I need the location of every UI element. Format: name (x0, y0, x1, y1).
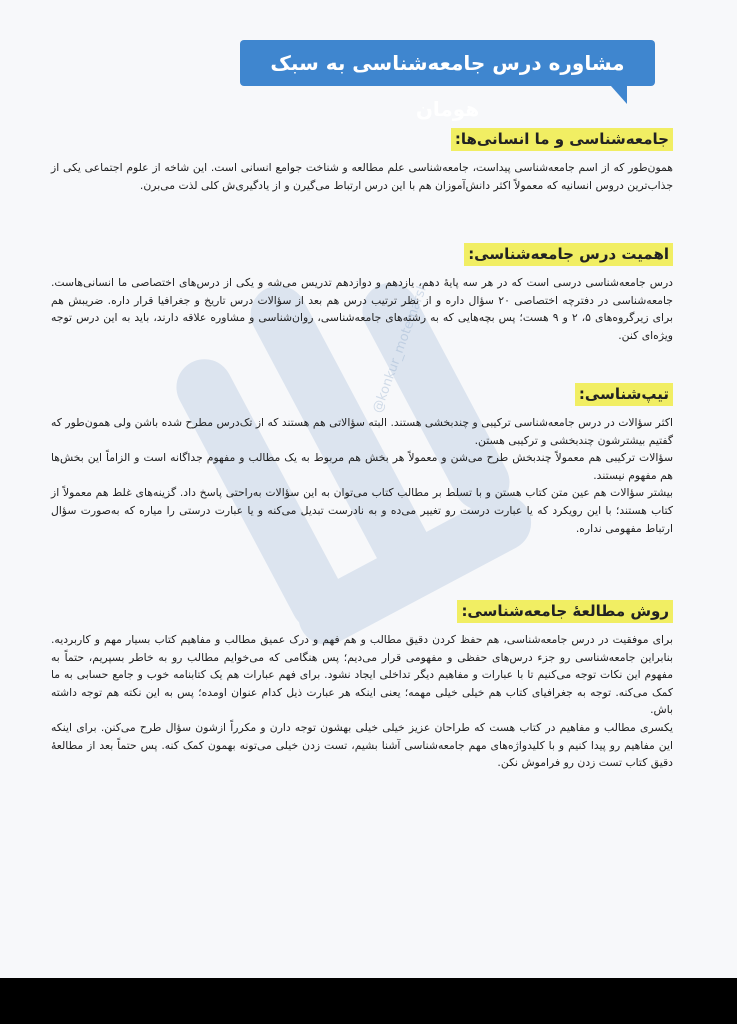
section-paragraph: برای موفقیت در درس جامعه‌شناسی، هم حفظ کردن دقیق مطالب و هم فهم و درک عمیق مطالب و مفاهیم کتاب بسیار مهم و کاربردیه. بنابراین جامعه‌شناسی رو جزء درس‌های حفظی و مفهومی قرار می‌دیم؛ پس هنگامی که می‌خوایم مطالب رو به خاطر بسپریم، حتماً به مفهوم این نکات توجه می‌کنیم تا با عبارات و مفاهیم دیگر تداخلی ایجاد نشود. برای فهم عبارات هم یک کتابنامه خوب و جامع حسابی به ما کمک می‌کنه. توجه به جغرافیای کتاب هم خیلی خیلی مهمه؛ یعنی اینکه هر عبارت ذیل کدام عنوان اومده؛ پس به این نکته هم توجه داشته باش. یکسری مطالب و مفاهیم در کتاب هست که طراحان عزیز خیلی خیلی بهشون توجه دارن و مکرراً ازشون سؤال طرح می‌کنن. برای اینکه این مفاهیم رو پیدا کنیم و با کلیدواژه‌های مهم جامعه‌شناسی آشنا بشیم، تست زدن خیلی می‌تونه بهمون کمک کنه. پس حتماً بعد از مطالعهٔ دقیق کتاب تست زدن رو فراموش نکن. (51, 633, 673, 770)
section-paragraph: اکثر سؤالات در درس جامعه‌شناسی ترکیبی و چندبخشی هستند. البته سؤالاتی هم هستند که از تک‌درس مطرح شده باشن ولی همون‌طور که گفتیم بیشترشون چندبخشی و ترکیبی هستن. سؤالات ترکیبی هم معمولاً چندبخش طرح می‌شن و معمولاً هر بخش هم مربوط به یک مطالب و مفهوم جداگانه است و الزاماً این بخش‌ها هم مفهوم نیستند. بیشتر سؤالات هم عین متن کتاب هستن و با تسلط بر مطالب کتاب می‌توان به این سؤالات به‌راحتی پاسخ داد. گزینه‌های غلط هم معمولاً از کتاب هستند؛ با این رویکرد که یا عبارت درست رو تغییر می‌ده و به نادرست تبدیل می‌کنه و یا عبارت درستی را میاره که به‌صورت سؤال ارتباط مفهومی نداره. (51, 416, 673, 535)
section-heading: روش مطالعهٔ جامعه‌شناسی: (457, 600, 673, 623)
section-paragraph: همون‌طور که از اسم جامعه‌شناسی پیداست، جامعه‌شناسی علم مطالعه و شناخت جوامع انسانی است. این شاخه از علوم اجتماعی یکی از جذاب‌ترین دروس انسانیه که معمولاً اکثر دانش‌آموزان هم با این درس ارتباط می‌گیرن و از یادگیری‌ش کلی لذت می‌برن. (51, 161, 673, 192)
section-sociology-and-humanities (51, 128, 673, 194)
section-heading: تیپ‌شناسی: (575, 383, 673, 406)
bottom-black-band (0, 978, 737, 1024)
section-heading: جامعه‌شناسی و ما انسانی‌ها: (451, 128, 673, 151)
section-importance (51, 243, 673, 344)
section-paragraph: درس جامعه‌شناسی درسی است که در هر سه پایهٔ دهم، یازدهم و دوازدهم تدریس می‌شه و یکی از درس‌های اختصاصی ما انسانی‌هاست. جامعه‌شناسی در دفترچه اختصاصی ۲۰ سؤال داره و از نظر ترتیب درس هم بعد از سؤالات درس تاریخ و جغرافیا قرار داره. ضریبش هم برای زیرگروه‌های ۵، ۲ و ۹ هست؛ پس بچه‌هایی که به رشته‌های جامعه‌شناسی، روان‌شناسی و مشاوره علاقه دارند، باید به این درس توجه ویژه‌ای کنن. (51, 276, 673, 342)
watermark-handle: @konkur_motemarsh (370, 280, 432, 416)
section-question-types (51, 383, 673, 537)
section-study-method (51, 600, 673, 772)
page-title: مشاوره درس جامعه‌شناسی به سبک هومان (270, 51, 625, 121)
section-heading: اهمیت درس جامعه‌شناسی: (464, 243, 673, 266)
